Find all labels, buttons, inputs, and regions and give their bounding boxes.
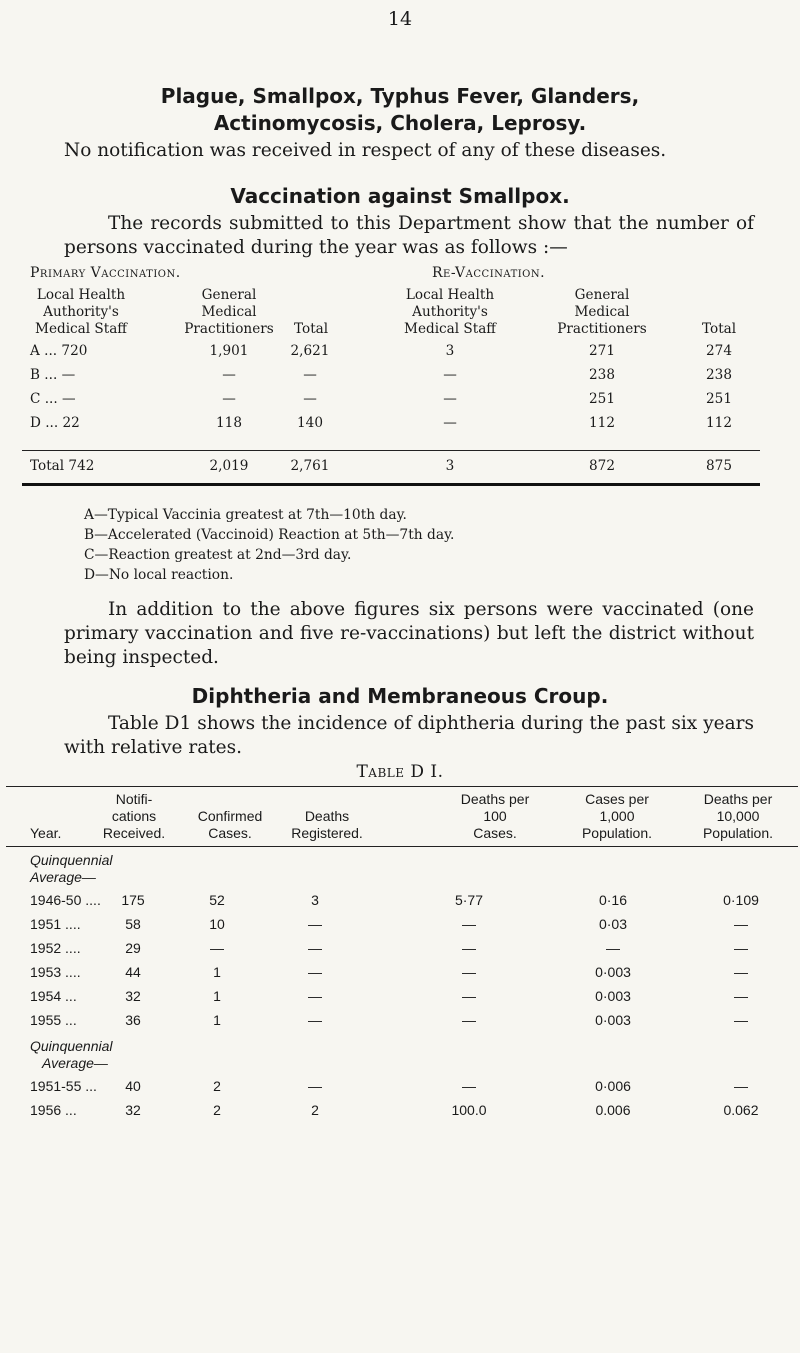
- confirmed-cell: 1: [213, 988, 221, 1004]
- confirmed-cell: —: [210, 940, 224, 956]
- year-cell: 1951 ....: [30, 916, 81, 932]
- primary-total-total: 2,761: [290, 458, 330, 474]
- diphtheria-intro-text: Table D1 shows the incidence of diphtheria during the past six years with relative rates.: [64, 713, 754, 758]
- addition-text: In addition to the above figures six persons were vaccinated (one primary vaccination and five re-vaccinations) but left the district without being inspected.: [64, 599, 754, 668]
- row-label: C ... —: [30, 391, 76, 407]
- confirmed-cell: 10: [209, 916, 225, 932]
- revacc-total-value: 112: [706, 415, 732, 431]
- dp10000-cell: —: [734, 1078, 748, 1094]
- legend-item: A—Typical Vaccinia greatest at 7th—10th day.: [84, 507, 407, 523]
- deaths-header-1: Deaths: [304, 808, 350, 824]
- dp100-cell: 5·77: [454, 892, 484, 908]
- revacc-total-value: 274: [706, 343, 732, 359]
- primary-lha-header-2: Authority's: [43, 304, 119, 320]
- cp1000-cell: 0·003: [595, 1012, 631, 1028]
- deaths-header-2: Registered.: [291, 825, 363, 841]
- table-rule: [22, 450, 760, 451]
- cp1000-cell: 0·16: [598, 892, 628, 908]
- revacc-total-header: Total: [702, 321, 737, 337]
- dp100-cell: —: [462, 988, 476, 1004]
- notif-cell: 175: [121, 892, 145, 908]
- revacc-gmp-value: 112: [589, 415, 615, 431]
- primary-total-value: 2,621: [290, 343, 330, 359]
- confirmed-header-2: Cases.: [208, 825, 252, 841]
- section-heading-plague-line2: Actinomycosis, Cholera, Leprosy.: [213, 111, 587, 135]
- plague-notification-text: No notification was received in respect of any of these diseases.: [64, 140, 667, 161]
- table-rule: [6, 846, 798, 847]
- deaths-cell: —: [308, 1012, 322, 1028]
- notif-cell: 32: [125, 1102, 141, 1118]
- primary-gmp-value: —: [222, 391, 236, 407]
- year-cell: 1956 ...: [30, 1102, 77, 1118]
- group-label: Quinquennial: [30, 1038, 113, 1054]
- dp10000-header-3: Population.: [702, 825, 774, 841]
- page-number: 14: [387, 8, 413, 30]
- notif-cell: 29: [125, 940, 141, 956]
- deaths-cell: —: [308, 988, 322, 1004]
- dp10000-header-1: Deaths per: [703, 791, 773, 807]
- year-cell: 1951-55 ...: [30, 1078, 97, 1094]
- notif-cell: 36: [125, 1012, 141, 1028]
- primary-lha-header-1: Local Health: [36, 287, 126, 303]
- primary-gmp-header-3: Practitioners: [184, 321, 274, 337]
- notif-header-1: Notifi-: [115, 791, 153, 807]
- revacc-lha-total: 3: [445, 458, 455, 474]
- dp100-cell: —: [462, 1012, 476, 1028]
- year-cell: 1954 ...: [30, 988, 77, 1004]
- notif-cell: 44: [125, 964, 141, 980]
- revacc-lha-header-2: Authority's: [412, 304, 488, 320]
- group-label: Average—: [30, 869, 96, 885]
- notif-header-3: Received.: [102, 825, 166, 841]
- primary-lha-header-3: Medical Staff: [35, 321, 127, 337]
- primary-total-value: 140: [297, 415, 323, 431]
- dp100-cell: —: [462, 916, 476, 932]
- cp1000-header-1: Cases per: [585, 791, 649, 807]
- revacc-lha-value: —: [443, 391, 457, 407]
- group-label: Quinquennial: [30, 852, 113, 868]
- row-label: Total 742: [30, 458, 95, 474]
- primary-total-header: Total: [294, 321, 329, 337]
- dp100-header-1: Deaths per: [460, 791, 530, 807]
- dp100-cell: —: [462, 940, 476, 956]
- primary-gmp-value: 1,901: [209, 343, 249, 359]
- cp1000-header-2: 1,000: [599, 808, 635, 824]
- primary-gmp-header-1: General: [201, 287, 257, 303]
- deaths-cell: —: [308, 940, 322, 956]
- year-cell: 1952 ....: [30, 940, 81, 956]
- table-rule: [22, 483, 760, 486]
- section-heading-plague: Plague, Smallpox, Typhus Fever, Glanders,: [160, 84, 640, 108]
- revacc-gmp-header-3: Practitioners: [557, 321, 647, 337]
- table-title: Table D I.: [356, 762, 444, 782]
- notif-cell: 58: [125, 916, 141, 932]
- primary-gmp-header-2: Medical: [201, 304, 257, 320]
- year-header: Year.: [30, 825, 62, 841]
- cp1000-cell: —: [606, 940, 620, 956]
- revacc-gmp-value: 238: [589, 367, 615, 383]
- revacc-total-total: 875: [706, 458, 732, 474]
- confirmed-cell: 2: [213, 1102, 221, 1118]
- primary-gmp-total: 2,019: [209, 458, 249, 474]
- group-label: Average—: [42, 1055, 108, 1071]
- dp10000-header-2: 10,000: [716, 808, 760, 824]
- legend-item: C—Reaction greatest at 2nd—3rd day.: [84, 547, 352, 563]
- deaths-cell: —: [308, 916, 322, 932]
- dp10000-cell: —: [734, 940, 748, 956]
- notif-cell: 32: [125, 988, 141, 1004]
- year-cell: 1953 ....: [30, 964, 81, 980]
- row-label: A ... 720: [30, 343, 88, 359]
- primary-vaccination-title: Primary Vaccination.: [30, 265, 181, 281]
- row-label: B ... —: [30, 367, 76, 383]
- revacc-total-value: 251: [706, 391, 732, 407]
- confirmed-cell: 2: [213, 1078, 221, 1094]
- confirmed-cell: 1: [213, 1012, 221, 1028]
- dp10000-cell: —: [734, 1012, 748, 1028]
- cp1000-cell: 0·03: [598, 916, 628, 932]
- revacc-lha-header-3: Medical Staff: [404, 321, 496, 337]
- notif-cell: 40: [125, 1078, 141, 1094]
- confirmed-cell: 1: [213, 964, 221, 980]
- deaths-cell: —: [308, 1078, 322, 1094]
- revacc-lha-value: —: [443, 367, 457, 383]
- dp10000-cell: —: [734, 988, 748, 1004]
- year-cell: 1946-50 ....: [30, 892, 101, 908]
- revacc-lha-header-1: Local Health: [405, 287, 495, 303]
- cp1000-header-3: Population.: [581, 825, 653, 841]
- primary-gmp-value: 118: [216, 415, 242, 431]
- deaths-cell: 2: [311, 1102, 319, 1118]
- dp100-cell: 100.0: [451, 1102, 487, 1118]
- deaths-cell: —: [308, 964, 322, 980]
- confirmed-header-1: Confirmed: [197, 808, 263, 824]
- vaccination-intro-text: The records submitted to this Department show that the number of persons vaccinated during the year was as follows :—: [64, 213, 754, 258]
- table-rule: [6, 786, 798, 787]
- cp1000-cell: 0·003: [595, 988, 631, 1004]
- dp10000-cell: 0.062: [723, 1102, 759, 1118]
- dp10000-cell: —: [734, 964, 748, 980]
- primary-total-value: —: [303, 391, 317, 407]
- cp1000-cell: 0·003: [595, 964, 631, 980]
- year-cell: 1955 ...: [30, 1012, 77, 1028]
- notif-header-2: cations: [111, 808, 157, 824]
- primary-gmp-value: —: [222, 367, 236, 383]
- dp100-cell: —: [462, 964, 476, 980]
- legend-item: D—No local reaction.: [84, 567, 234, 583]
- row-label: D ... 22: [30, 415, 80, 431]
- revacc-gmp-header-2: Medical: [574, 304, 630, 320]
- dp100-cell: —: [462, 1078, 476, 1094]
- dp10000-cell: —: [734, 916, 748, 932]
- revacc-total-value: 238: [706, 367, 732, 383]
- dp100-header-2: 100: [483, 808, 507, 824]
- dp10000-cell: 0·109: [723, 892, 759, 908]
- revacc-gmp-total: 872: [589, 458, 615, 474]
- revacc-lha-value: 3: [445, 343, 455, 359]
- revacc-gmp-value: 271: [589, 343, 615, 359]
- primary-total-value: —: [303, 367, 317, 383]
- re-vaccination-title: Re-Vaccination.: [432, 265, 546, 281]
- revacc-gmp-header-1: General: [574, 287, 630, 303]
- deaths-cell: 3: [311, 892, 319, 908]
- revacc-lha-value: —: [443, 415, 457, 431]
- legend-item: B—Accelerated (Vaccinoid) Reaction at 5th—7th day.: [84, 527, 455, 543]
- cp1000-cell: 0·006: [595, 1078, 631, 1094]
- cp1000-cell: 0.006: [595, 1102, 631, 1118]
- confirmed-cell: 52: [209, 892, 225, 908]
- section-heading-vaccination: Vaccination against Smallpox.: [230, 184, 570, 208]
- section-heading-diphtheria: Diphtheria and Membraneous Croup.: [191, 684, 609, 708]
- dp100-header-3: Cases.: [473, 825, 517, 841]
- revacc-gmp-value: 251: [589, 391, 615, 407]
